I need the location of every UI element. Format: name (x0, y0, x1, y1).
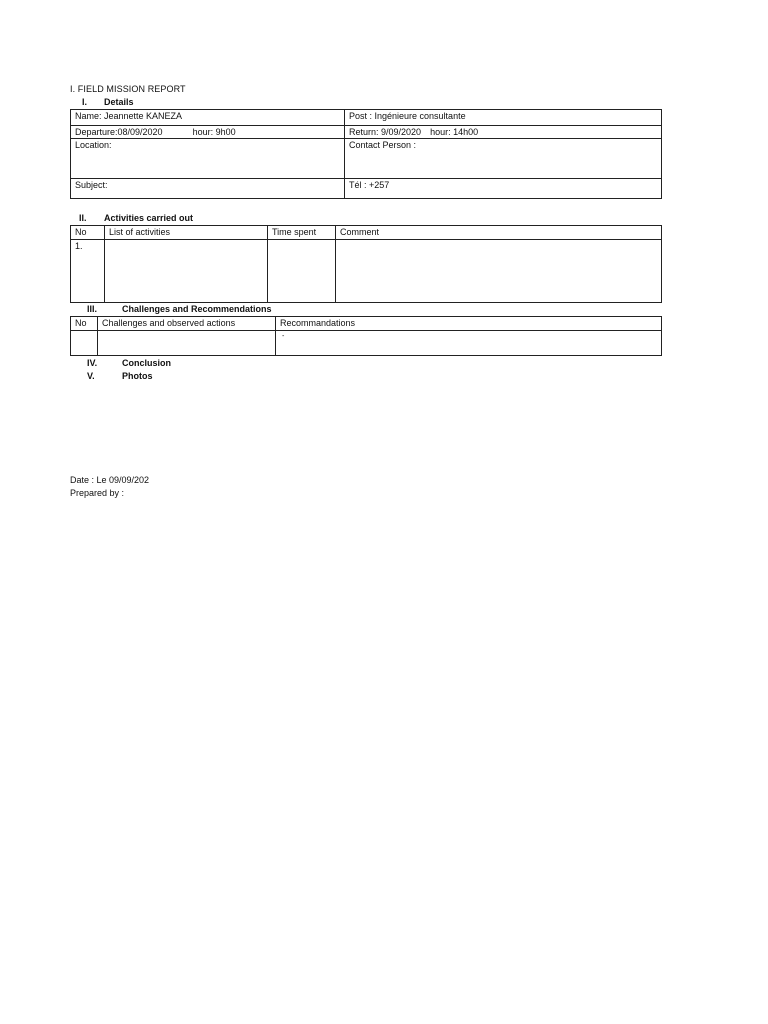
challenge-cell (98, 331, 276, 356)
section-number: V. (87, 371, 95, 381)
departure-cell (71, 126, 345, 139)
table-row (71, 331, 662, 356)
post-cell: Post : Ingénieure consultante (345, 110, 662, 126)
challenges-table (70, 316, 662, 356)
comment-cell (336, 240, 662, 303)
table-header-row (71, 317, 662, 331)
activities-table (70, 225, 662, 303)
subject-cell: Subject: (71, 179, 345, 199)
section-number: I. (82, 97, 88, 107)
table-row (71, 240, 662, 303)
contact-person-cell: Contact Person : (345, 139, 662, 179)
section-title: Challenges and Recommendations (122, 304, 272, 314)
column-header-activities: List of activities (105, 226, 268, 240)
column-header-comment: Comment (336, 226, 662, 240)
section-title: Details (104, 97, 134, 107)
row-number-cell (71, 331, 98, 356)
table-header-row (71, 226, 662, 240)
name-cell: Name: Jeannette KANEZA (71, 110, 345, 126)
table-row (71, 139, 662, 179)
column-header-time-spent: Time spent (268, 226, 336, 240)
table-row (71, 179, 662, 199)
return-cell (345, 126, 662, 139)
departure-hour: hour: 9h00 (192, 127, 236, 137)
report-title: I. FIELD MISSION REPORT (70, 84, 186, 94)
section-number: II. (79, 213, 87, 223)
section-number: IV. (87, 358, 98, 368)
time-spent-cell (268, 240, 336, 303)
location-cell: Location: (71, 139, 345, 179)
prepared-by: Prepared by : (70, 488, 125, 498)
details-table (70, 109, 662, 199)
column-header-no: No (71, 317, 98, 331)
report-date: Date : Le 09/09/202 (70, 475, 150, 485)
section-title: Conclusion (122, 358, 171, 368)
tel-cell: Tél : +257 (345, 179, 662, 199)
departure-date: Departure:08/09/2020 (75, 127, 163, 137)
row-number-cell: 1. (71, 240, 105, 303)
table-row (71, 126, 662, 139)
return-date: Return: 9/09/2020 (349, 127, 422, 137)
column-header-challenges: Challenges and observed actions (98, 317, 276, 331)
table-row (71, 110, 662, 126)
return-hour: hour: 14h00 (430, 127, 479, 137)
section-title: Photos (122, 371, 153, 381)
column-header-recommandations: Recommandations (276, 317, 662, 331)
column-header-no: No (71, 226, 105, 240)
recommandation-cell: - (276, 331, 662, 356)
activity-cell (105, 240, 268, 303)
section-number: III. (87, 304, 98, 314)
section-title: Activities carried out (104, 213, 194, 223)
